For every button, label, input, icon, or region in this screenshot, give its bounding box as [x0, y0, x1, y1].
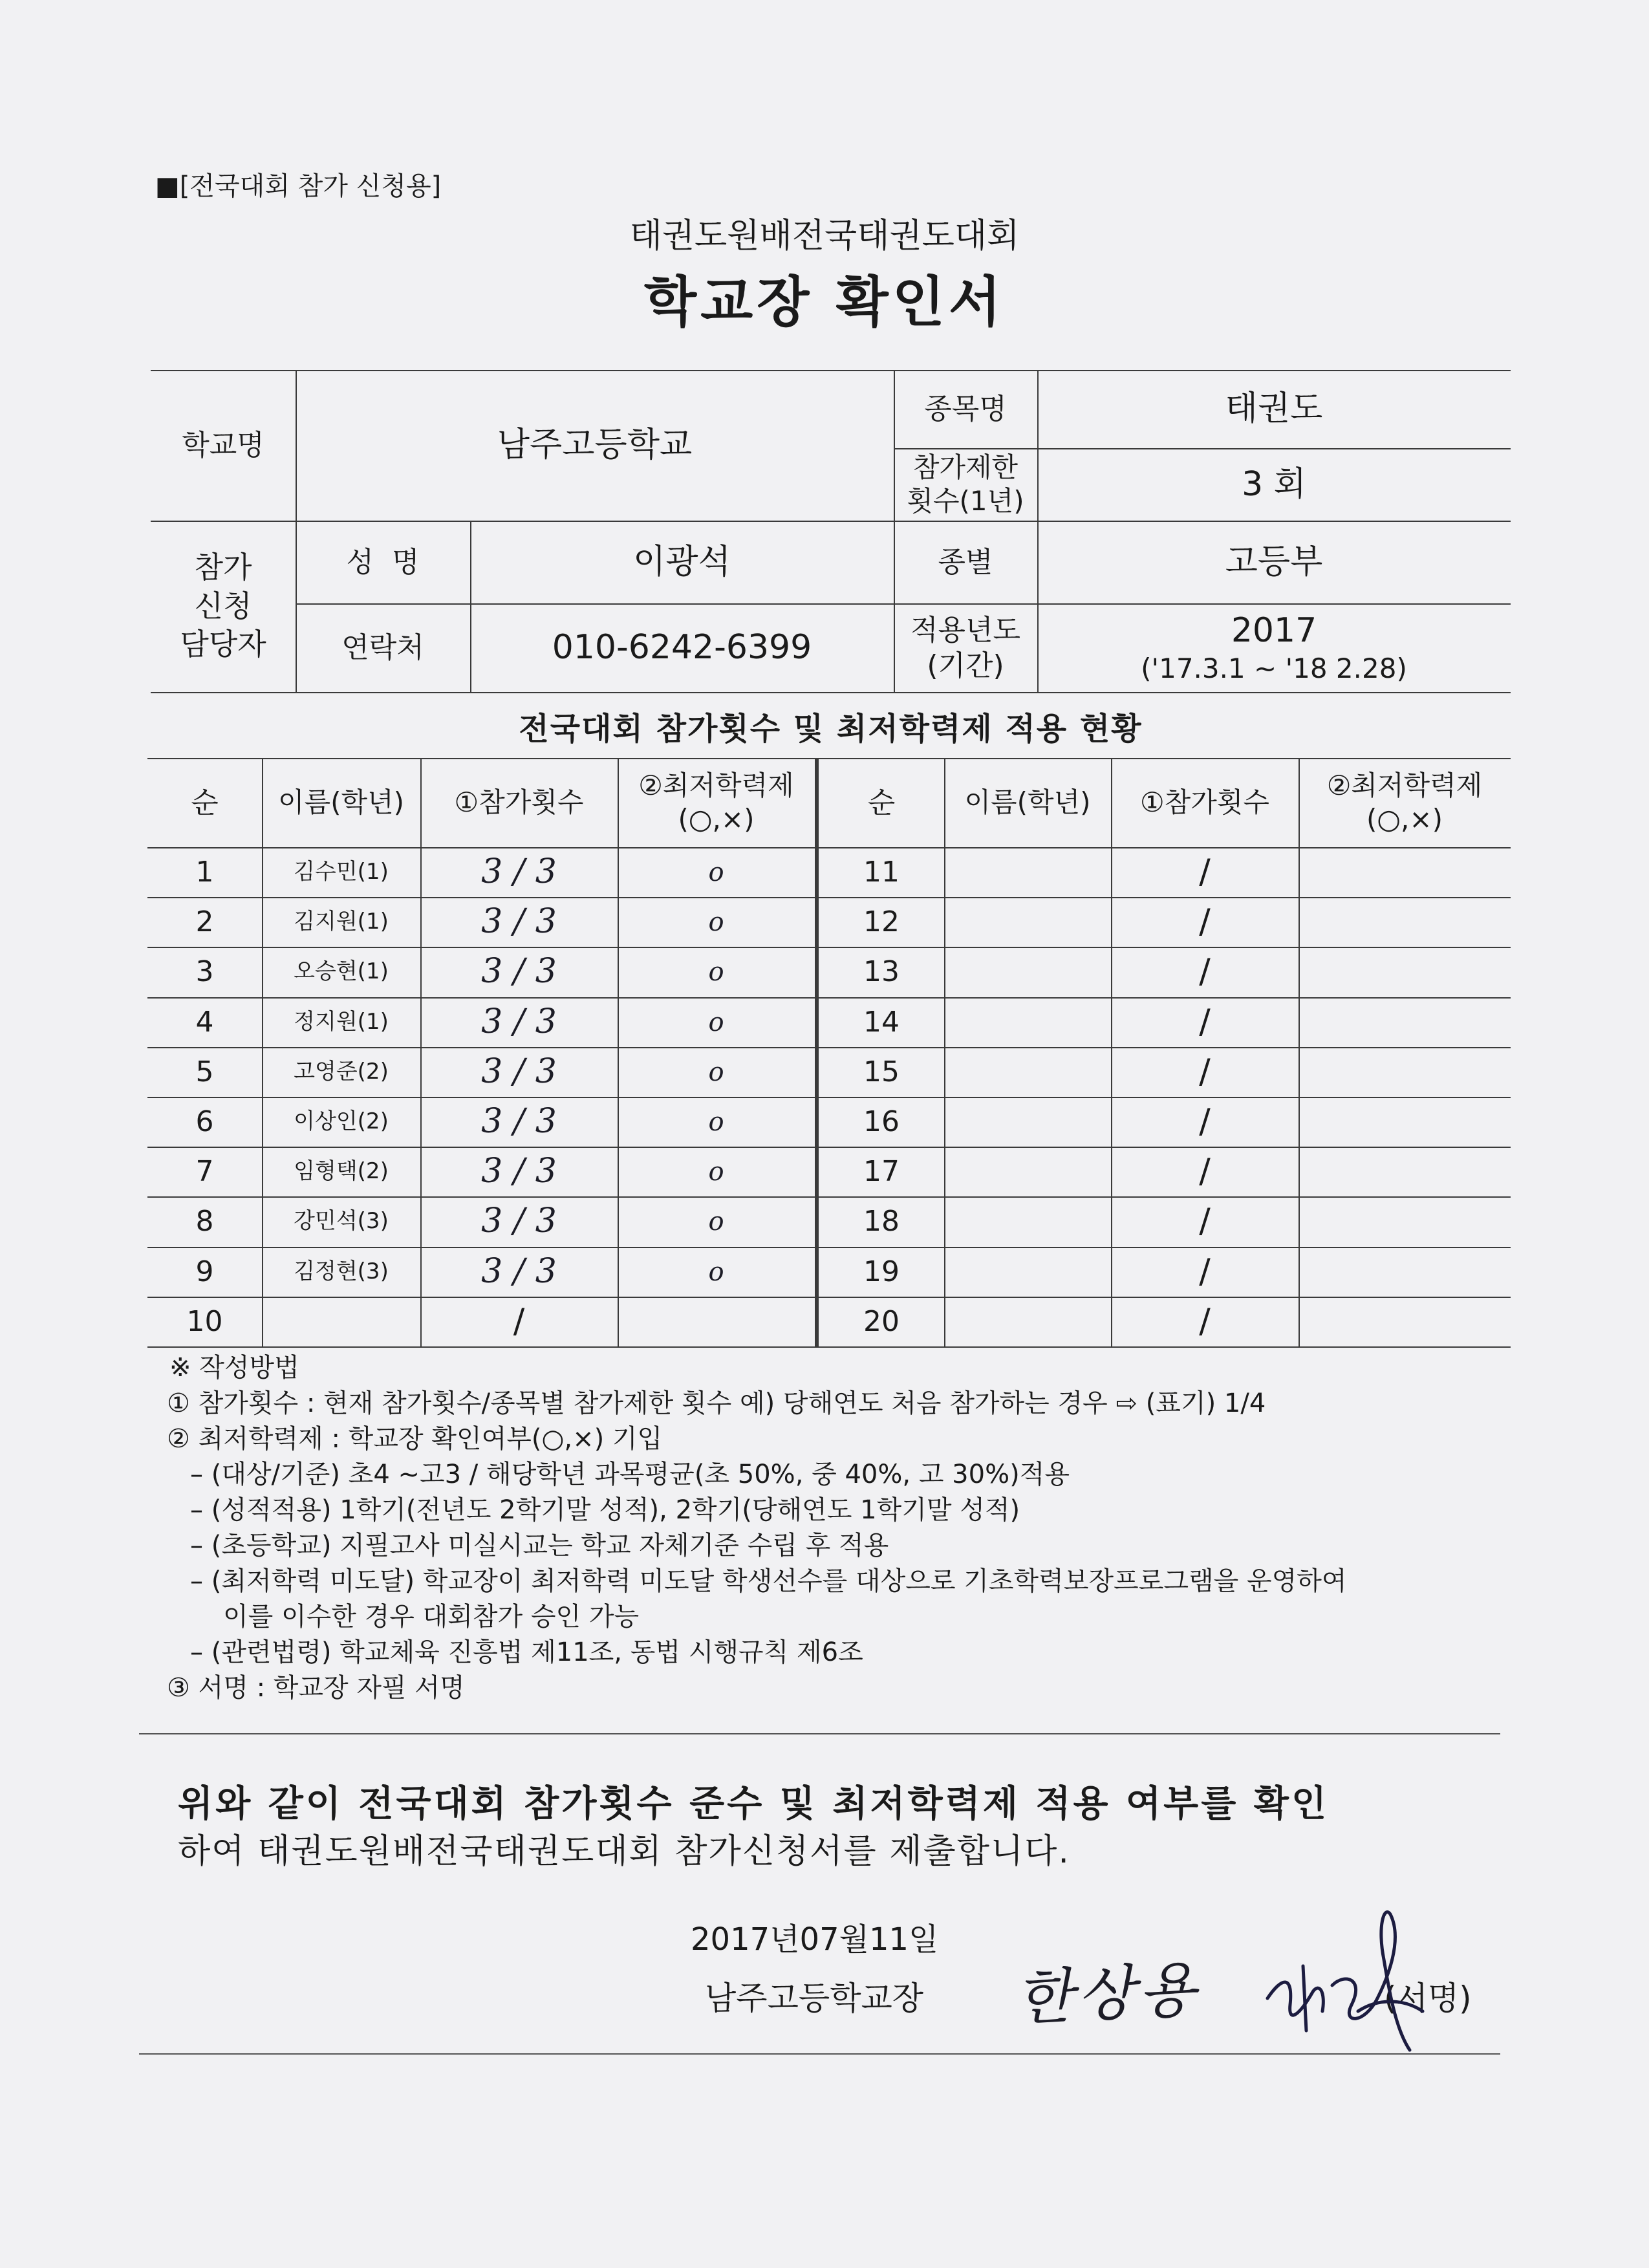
- table-cell-no: 13: [863, 955, 900, 988]
- applicant-label: [151, 521, 296, 692]
- table-cell-min: [1299, 1297, 1511, 1346]
- applicant-label-line2: 신청: [194, 588, 252, 623]
- table-cell-min: [1299, 1047, 1511, 1097]
- page-title: 학교장 확인서: [643, 270, 1006, 334]
- table-cell-no: 4: [195, 1006, 214, 1039]
- header-min: [618, 758, 815, 847]
- table-cell-no: 7: [195, 1155, 214, 1188]
- table-cell-no: 11: [863, 856, 900, 889]
- table-cell-no: 10: [186, 1305, 223, 1338]
- table-cell-no: 17: [863, 1155, 900, 1188]
- table-cell-min: [1299, 1147, 1511, 1196]
- table-cell-name: 임형택(2): [294, 1158, 389, 1185]
- table-cell-no: 1: [195, 856, 214, 889]
- table-cell-count: 3 / 3: [481, 852, 557, 891]
- table-cell-no: 14: [863, 1006, 900, 1039]
- note-2b: – (성적적용) 1학기(전년도 2학기말 성적), 2학기(당해연도 1학기말 성적): [190, 1495, 1020, 1525]
- sign-date: 2017년07월11일: [691, 1921, 939, 1958]
- table-cell-count: /: [1199, 1102, 1211, 1141]
- table-cell-count: /: [1199, 902, 1211, 941]
- table-cell-no: 16: [863, 1105, 900, 1138]
- table-cell-min: o: [708, 907, 724, 937]
- sport-label: 종목명: [924, 393, 1007, 426]
- table-cell-name: 김수민(1): [294, 859, 389, 885]
- table-cell-min: o: [708, 1007, 724, 1037]
- table-cell-min: o: [708, 1206, 724, 1237]
- note-2c: – (초등학교) 지필고사 미실시교는 학교 자체기준 수립 후 적용: [190, 1531, 889, 1561]
- year-label-line2: (기간): [927, 649, 1004, 682]
- table-cell-count: /: [1199, 1302, 1211, 1341]
- table-cell-count: 3 / 3: [481, 1002, 557, 1041]
- table-cell-min: [1299, 897, 1511, 947]
- table-cell-name: [944, 1047, 1111, 1097]
- division-value: 고등부: [1225, 542, 1323, 581]
- table-cell-name: 정지원(1): [294, 1009, 389, 1035]
- table-cell-min: [1299, 847, 1511, 897]
- note-2a: – (대상/기준) 초4 ~고3 / 해당학년 과목평균(초 50%, 중 40%, 고 30%)적용: [190, 1460, 1070, 1489]
- table-cell-no: 12: [863, 905, 900, 938]
- table-cell-min: o: [708, 1257, 724, 1287]
- sign-suffix: (서명): [1384, 1980, 1472, 2017]
- table-cell-name: 김정현(3): [294, 1258, 389, 1285]
- table-cell-name: [944, 1196, 1111, 1246]
- table-cell-count: /: [513, 1302, 525, 1341]
- table-cell-min: [1299, 1196, 1511, 1246]
- table-cell-name: [944, 1147, 1111, 1196]
- year-value-main: 2017: [1231, 610, 1317, 650]
- table-cell-name: 이상인(2): [294, 1108, 389, 1135]
- period-value: ('17.3.1 ~ '18 2.28): [1141, 652, 1407, 684]
- table-cell-no: 20: [863, 1305, 900, 1338]
- note-2: ② 최저학력제 : 학교장 확인여부(○,×) 기입: [167, 1424, 663, 1454]
- table-cell-min: o: [708, 1057, 724, 1087]
- section-title: 전국대회 참가횟수 및 최저학력제 적용 현황: [519, 711, 1143, 747]
- table-cell-min: o: [708, 1156, 724, 1187]
- table-cell-name: 고영준(2): [294, 1059, 389, 1085]
- usage-tag: ■[전국대회 참가 신청용]: [155, 171, 442, 201]
- header-count: ①참가횟수: [454, 786, 584, 818]
- table-cell-no: 2: [195, 905, 214, 938]
- table-cell-count: 3 / 3: [481, 1152, 557, 1191]
- table-cell-no: 15: [863, 1055, 900, 1088]
- header-name: 이름(학년): [277, 786, 405, 818]
- table-cell-min: [1299, 997, 1511, 1047]
- table-cell-no: 18: [863, 1205, 900, 1238]
- signature-stroke: [1267, 1912, 1423, 2050]
- table-cell-count: 3 / 3: [481, 902, 557, 941]
- table-cell-min: o: [708, 1107, 724, 1137]
- school-label: 학교명: [182, 429, 264, 462]
- table-cell-min: [1299, 947, 1511, 997]
- note-1: ① 참가횟수 : 현재 참가횟수/종목별 참가제한 횟수 예) 당해연도 처음 참가하는 경우 ⇨ (표기) 1/4: [167, 1388, 1266, 1418]
- notes-heading: ※ 작성방법: [169, 1353, 299, 1383]
- year-label-line1: 적용년도: [910, 613, 1020, 647]
- table-cell-count: 3 / 3: [481, 1202, 557, 1240]
- limit-label-line2: 횟수(1년): [907, 485, 1024, 517]
- note-3: ③ 서명 : 학교장 자필 서명: [167, 1673, 465, 1703]
- handwritten-name: 한상용: [1013, 1954, 1202, 2034]
- table-cell-min: [1299, 1247, 1511, 1297]
- year-value: [1037, 603, 1511, 692]
- table-cell-name: [944, 1297, 1111, 1346]
- table-cell-name: [944, 947, 1111, 997]
- table-cell-count: /: [1199, 1152, 1211, 1191]
- note-2e: – (관련법령) 학교체육 진흥법 제11조, 동법 시행규칙 제6조: [190, 1637, 863, 1667]
- table-cell-min: o: [708, 857, 724, 887]
- table-cell-name: [944, 847, 1111, 897]
- note-2d-line1: – (최저학력 미도달) 학교장이 최저학력 미도달 학생선수를 대상으로 기초학력보장프로그램을 운영하여: [190, 1566, 1347, 1596]
- table-cell-count: /: [1199, 1202, 1211, 1240]
- statement-line2: 하여 태권도원배전국태권도대회 참가신청서를 제출합니다.: [178, 1832, 1070, 1871]
- year-label: [894, 603, 1037, 692]
- table-cell-no: 19: [863, 1255, 900, 1288]
- table-cell-no: 9: [195, 1255, 214, 1288]
- header-min-line1: ②최저학력제: [638, 769, 794, 801]
- table-cell-count: 3 / 3: [481, 1252, 557, 1291]
- applicant-label-line3: 담당자: [180, 627, 266, 662]
- event-name: 태권도원배전국태권도대회: [629, 217, 1020, 255]
- contact-label: 연락처: [341, 631, 424, 664]
- statement-line1: 위와 같이 전국대회 참가횟수 준수 및 최저학력제 적용 여부를 확인: [178, 1783, 1330, 1825]
- table-cell-count: 3 / 3: [481, 1052, 557, 1091]
- division-label: 종별: [938, 545, 993, 579]
- table-cell-no: 5: [195, 1055, 214, 1088]
- rule: [147, 1346, 1511, 1348]
- header-name: 이름(학년): [964, 786, 1091, 818]
- school-value: 남주고등학교: [497, 426, 693, 464]
- note-2d-line2: 이를 이수한 경우 대회참가 승인 가능: [223, 1602, 640, 1632]
- table-cell-name: 오승현(1): [294, 958, 389, 985]
- table-cell-count: /: [1199, 1052, 1211, 1091]
- principal-title: 남주고등학교장: [705, 1980, 924, 2017]
- table-cell-no: 8: [195, 1205, 214, 1238]
- applicant-label-line1: 참가: [194, 549, 252, 585]
- divider: [139, 2053, 1500, 2055]
- rule: [151, 692, 1511, 693]
- header-no: 순: [191, 786, 219, 819]
- table-cell-min: [618, 1297, 815, 1346]
- contact-value: 010-6242-6399: [552, 628, 812, 667]
- limit-label: [894, 448, 1037, 521]
- limit-value: 3 회: [1242, 464, 1306, 504]
- table-cell-count: /: [1199, 1252, 1211, 1291]
- header-no: 순: [867, 786, 896, 819]
- handwritten-signature: [1255, 1901, 1449, 2069]
- table-cell-name: [944, 897, 1111, 947]
- table-cell-name: 김지원(1): [294, 909, 389, 935]
- table-cell-no: 3: [195, 955, 214, 988]
- table-cell-count: /: [1199, 852, 1211, 891]
- table-cell-name: [944, 997, 1111, 1047]
- table-cell-name: 강민석(3): [294, 1208, 389, 1235]
- header-min-line1: ②최저학력제: [1326, 769, 1483, 801]
- table-cell-min: o: [708, 956, 724, 987]
- table-cell-name: [262, 1297, 420, 1346]
- table-cell-no: 6: [195, 1105, 214, 1138]
- divider: [139, 1733, 1500, 1734]
- table-cell-count: /: [1199, 1002, 1211, 1041]
- header-count: ①참가횟수: [1140, 786, 1269, 818]
- name-label: 성 명: [346, 545, 420, 579]
- header-min: [1299, 758, 1511, 847]
- table-cell-count: 3 / 3: [481, 952, 557, 991]
- sport-value: 태권도: [1225, 389, 1323, 428]
- header-min-line2: (○,×): [1366, 803, 1443, 835]
- limit-label-line1: 참가제한: [912, 451, 1018, 483]
- table-cell-name: [944, 1097, 1111, 1147]
- table-cell-min: [1299, 1097, 1511, 1147]
- table-cell-count: /: [1199, 952, 1211, 991]
- name-value: 이광석: [633, 542, 731, 581]
- table-cell-count: 3 / 3: [481, 1102, 557, 1141]
- header-min-line2: (○,×): [678, 803, 755, 835]
- table-cell-name: [944, 1247, 1111, 1297]
